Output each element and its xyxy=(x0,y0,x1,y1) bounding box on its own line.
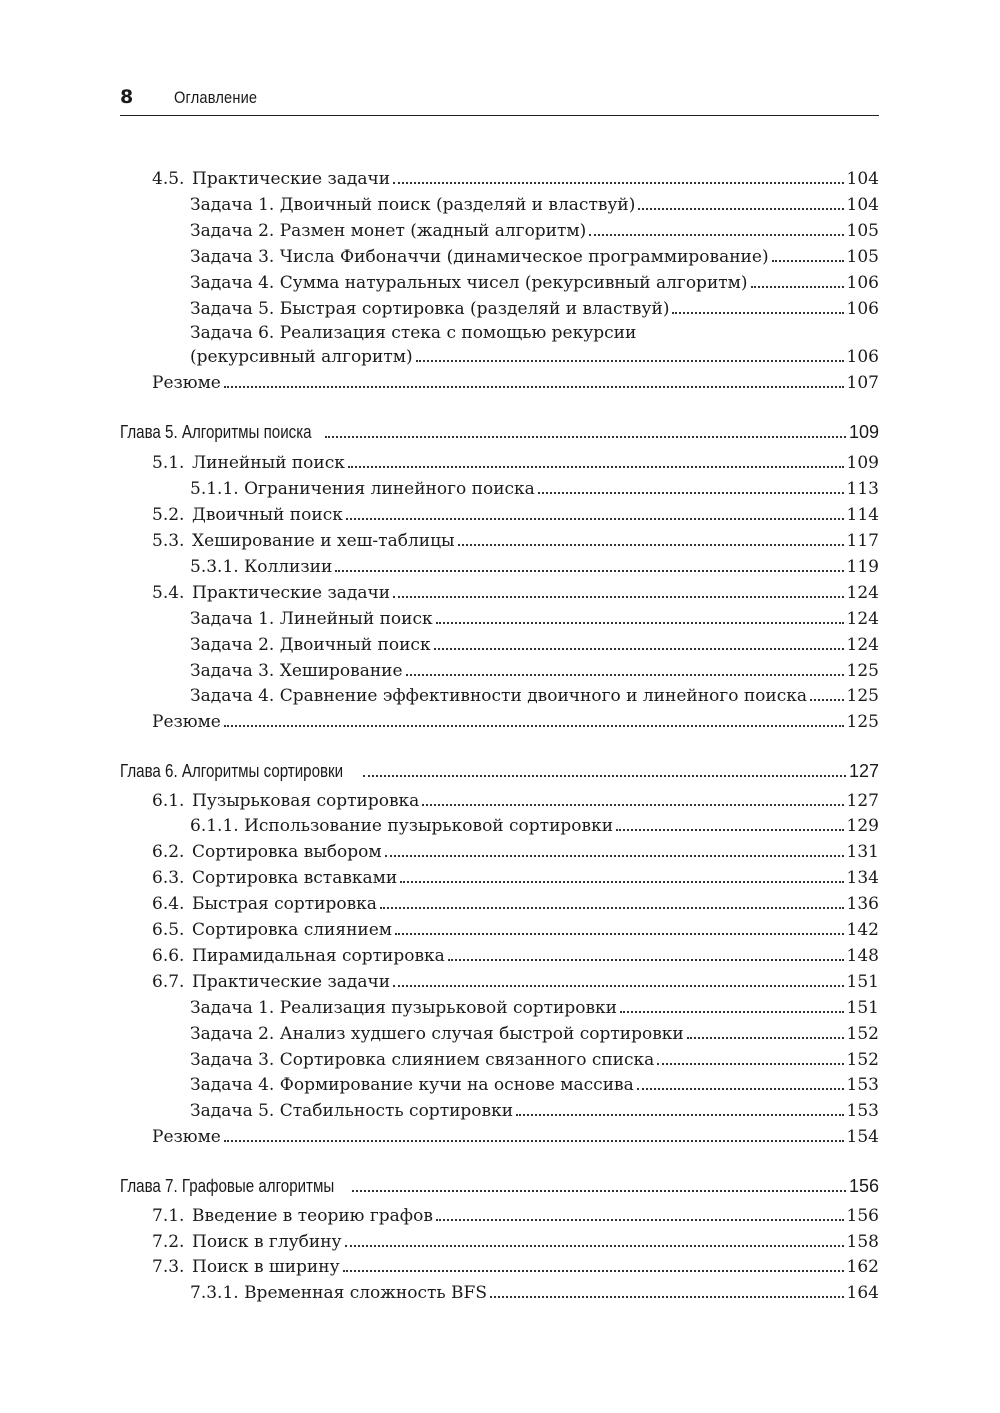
toc-entry[interactable] xyxy=(152,891,879,917)
toc-entry-number: 4.5. xyxy=(152,169,185,189)
toc-entry-title: Хеширование и хеш-таблицы xyxy=(192,531,455,551)
toc-entry-title: Задача 4. Сумма натуральных чисел (рекурсивный алгоритм) xyxy=(190,273,748,293)
toc-entry[interactable] xyxy=(190,476,879,502)
toc-chapter-entry[interactable] xyxy=(120,419,879,445)
toc-entry-page: 124 xyxy=(846,635,879,655)
toc-entry-title: Глава 6. Алгоритмы сортировки xyxy=(120,761,344,781)
toc-entry-title: Практические задачи xyxy=(192,169,391,189)
toc-entry-title: Задача 2. Анализ худшего случая быстрой сортировки xyxy=(190,1024,684,1044)
toc-entry[interactable] xyxy=(190,218,879,244)
toc-entry-number: 6.6. xyxy=(152,946,185,966)
dot-leader xyxy=(657,1063,843,1065)
dot-leader xyxy=(224,1140,844,1142)
toc-entry[interactable] xyxy=(152,943,879,969)
toc-entry-page: 156 xyxy=(848,1176,879,1196)
dot-leader xyxy=(490,1296,844,1298)
toc-entry-page: 113 xyxy=(846,479,879,499)
toc-entry-title: Линейный поиск xyxy=(192,453,345,473)
toc-entry[interactable] xyxy=(190,813,879,839)
toc-entry-page: 127 xyxy=(846,791,879,811)
toc-entry-page: 162 xyxy=(846,1257,879,1277)
dot-leader xyxy=(772,260,844,262)
toc-entry-number: 7.3. xyxy=(152,1257,185,1277)
dot-leader xyxy=(348,466,844,468)
toc-entry[interactable] xyxy=(152,166,879,192)
dot-leader xyxy=(422,804,843,806)
dot-leader xyxy=(224,725,844,727)
toc-entry-title: Двоичный поиск xyxy=(192,505,343,525)
dot-leader xyxy=(343,1270,844,1272)
toc-entry-number: 7.2. xyxy=(152,1232,185,1252)
toc-entry[interactable] xyxy=(152,528,879,554)
dot-leader xyxy=(395,933,844,935)
dot-leader xyxy=(352,1190,846,1192)
toc-entry[interactable] xyxy=(152,502,879,528)
dot-leader xyxy=(393,985,844,987)
dot-leader xyxy=(434,648,844,650)
dot-leader xyxy=(224,386,844,388)
toc-entry[interactable] xyxy=(190,344,879,370)
dot-leader xyxy=(589,234,843,236)
toc-entry-page: 109 xyxy=(846,453,879,473)
toc-entry-page: 153 xyxy=(846,1075,879,1095)
toc-entry-page: 151 xyxy=(846,972,879,992)
toc-entry-title: Глава 5. Алгоритмы поиска xyxy=(120,422,312,442)
toc-entry-title: Сортировка выбором xyxy=(192,842,382,862)
dot-leader xyxy=(458,544,844,546)
toc-entry[interactable] xyxy=(152,1124,879,1150)
dot-leader xyxy=(637,1088,844,1090)
toc-entry-page: 151 xyxy=(846,998,879,1018)
dot-leader xyxy=(616,829,843,831)
running-title: Оглавление xyxy=(174,88,258,107)
toc-entry[interactable] xyxy=(190,192,879,218)
toc-entry-page: 125 xyxy=(846,686,879,706)
toc-entry-number: 5.4. xyxy=(152,583,185,603)
toc-entry-page: 106 xyxy=(846,273,879,293)
toc-entry-title: Пирамидальная сортировка xyxy=(192,946,445,966)
toc-entry-title: Резюме xyxy=(152,373,221,393)
dot-leader xyxy=(385,855,844,857)
toc-entry-title: Задача 3. Числа Фибоначчи (динамическое программирование) xyxy=(190,247,769,267)
toc-entry-title: 5.3.1. Коллизии xyxy=(190,557,333,577)
toc-entry[interactable] xyxy=(190,270,879,296)
toc-entry-title: Задача 1. Линейный поиск xyxy=(190,609,433,629)
toc-entry-title: Сортировка вставками xyxy=(192,868,398,888)
toc-entry-title: Глава 7. Графовые алгоритмы xyxy=(120,1176,335,1196)
toc-entry[interactable] xyxy=(190,244,879,270)
toc-entry-number: 7.1. xyxy=(152,1206,185,1226)
toc-entry-title: Задача 2. Размен монет (жадный алгоритм) xyxy=(190,221,587,241)
toc-entry-number: 6.7. xyxy=(152,972,185,992)
toc-entry-title: Резюме xyxy=(152,712,221,732)
toc-entry-number: 6.1. xyxy=(152,791,185,811)
toc-entry-title: 7.3.1. Временная сложность BFS xyxy=(190,1283,487,1303)
toc-entry[interactable] xyxy=(190,1021,879,1047)
toc-entry-page: 152 xyxy=(846,1050,879,1070)
toc-entry-number: 6.2. xyxy=(152,842,185,862)
toc-chapter-entry[interactable] xyxy=(120,1173,879,1199)
toc-entry-page: 156 xyxy=(846,1206,879,1226)
dot-leader xyxy=(436,622,844,624)
toc-entry-title: Задача 5. Быстрая сортировка (разделяй и властвуй) xyxy=(190,299,670,319)
toc-entry[interactable] xyxy=(152,839,879,865)
toc-entry-title: 5.1.1. Ограничения линейного поиска xyxy=(190,479,535,499)
toc-entry-title: Задача 3. Хеширование xyxy=(190,661,403,681)
toc-entry-title: Задача 5. Стабильность сортировки xyxy=(190,1101,514,1121)
dot-leader xyxy=(380,907,844,909)
toc-entry[interactable] xyxy=(152,865,879,891)
dot-leader xyxy=(345,1245,844,1247)
toc-entry-title: Практические задачи xyxy=(192,583,391,603)
toc-entry[interactable] xyxy=(152,1254,879,1280)
toc-entry-page: 131 xyxy=(846,842,879,862)
toc-entry-page: 164 xyxy=(846,1283,879,1303)
dot-leader xyxy=(751,286,844,288)
toc-entry-page: 142 xyxy=(846,920,879,940)
toc-entry-page: 152 xyxy=(846,1024,879,1044)
toc-entry-number: 5.3. xyxy=(152,531,185,551)
toc-entry-page: 106 xyxy=(846,347,879,367)
toc-entry-page: 117 xyxy=(846,531,879,551)
dot-leader xyxy=(416,360,844,362)
toc-entry[interactable] xyxy=(152,1229,879,1255)
dot-leader xyxy=(363,775,846,777)
toc-entry-page: 148 xyxy=(846,946,879,966)
toc-entry[interactable] xyxy=(152,709,879,735)
toc-entry[interactable] xyxy=(152,1203,879,1229)
toc-entry[interactable] xyxy=(190,554,879,580)
toc-chapter-entry[interactable] xyxy=(120,758,879,784)
toc-entry-page: 105 xyxy=(846,247,879,267)
dot-leader xyxy=(516,1114,843,1116)
toc-entry[interactable] xyxy=(190,632,879,658)
toc-entry-title: Задача 2. Двоичный поиск xyxy=(190,635,431,655)
toc-entry-page: 105 xyxy=(846,221,879,241)
toc-entry-page: 104 xyxy=(846,195,879,215)
toc-entry-title: Сортировка слиянием xyxy=(192,920,393,940)
dot-leader xyxy=(406,674,844,676)
toc-entry[interactable] xyxy=(152,580,879,606)
toc-entry-title-line1: Задача 6. Реализация стека с помощью рекурсии xyxy=(190,323,637,343)
toc-entry[interactable] xyxy=(190,658,879,684)
toc-entry[interactable] xyxy=(152,917,879,943)
dot-leader xyxy=(346,518,844,520)
toc-entry[interactable] xyxy=(190,1280,879,1306)
toc-entry[interactable] xyxy=(152,969,879,995)
toc-entry[interactable] xyxy=(190,1098,879,1124)
toc-entry[interactable] xyxy=(190,296,879,322)
dot-leader xyxy=(687,1037,844,1039)
toc-entry[interactable] xyxy=(190,683,879,709)
toc-entry-number: 5.1. xyxy=(152,453,185,473)
toc-entry-page: 106 xyxy=(846,299,879,319)
dot-leader xyxy=(638,208,843,210)
dot-leader xyxy=(400,881,843,883)
toc-entry-title: Поиск в ширину xyxy=(192,1257,340,1277)
toc-entry-title: Задача 4. Сравнение эффективности двоичного и линейного поиска xyxy=(190,686,808,706)
toc-entry-page: 107 xyxy=(846,373,879,393)
dot-leader xyxy=(810,699,844,701)
dot-leader xyxy=(538,492,844,494)
toc-entry-page: 129 xyxy=(846,816,879,836)
page-number: 8 xyxy=(120,86,134,108)
toc-entry-page: 124 xyxy=(846,609,879,629)
toc-entry-number: 6.4. xyxy=(152,894,185,914)
toc-entry-title: Практические задачи xyxy=(192,972,391,992)
toc-entry-page: 104 xyxy=(846,169,879,189)
toc-entry-title: Поиск в глубину xyxy=(192,1232,342,1252)
toc-entry-page: 125 xyxy=(846,712,879,732)
dot-leader xyxy=(448,959,844,961)
toc-entry-title: (рекурсивный алгоритм) xyxy=(190,347,413,367)
dot-leader xyxy=(436,1219,844,1221)
toc-entry-title: Задача 1. Двоичный поиск (разделяй и властвуй) xyxy=(190,195,636,215)
toc-entry-title: Введение в теорию графов xyxy=(192,1206,433,1226)
toc-entry-page: 136 xyxy=(846,894,879,914)
toc-entry-title: Задача 1. Реализация пузырьковой сортировки xyxy=(190,998,617,1018)
toc-entry-page: 153 xyxy=(846,1101,879,1121)
dot-leader xyxy=(672,312,843,314)
dot-leader xyxy=(325,436,846,438)
dot-leader xyxy=(335,570,843,572)
toc-entry-page: 127 xyxy=(848,761,879,781)
toc-entry-page: 154 xyxy=(846,1127,879,1147)
toc-entry-title: Резюме xyxy=(152,1127,221,1147)
toc-entry-number: 5.2. xyxy=(152,505,185,525)
toc-entry[interactable] xyxy=(190,1047,879,1073)
toc-entry-number: 6.5. xyxy=(152,920,185,940)
toc-entry-page: 134 xyxy=(846,868,879,888)
toc-entry-page: 124 xyxy=(846,583,879,603)
dot-leader xyxy=(620,1011,844,1013)
toc-entry-title: Задача 4. Формирование кучи на основе массива xyxy=(190,1075,634,1095)
dot-leader xyxy=(393,182,844,184)
toc-entry-page: 125 xyxy=(846,661,879,681)
toc-entry[interactable] xyxy=(190,995,879,1021)
toc-entry-page: 114 xyxy=(846,505,879,525)
toc-entry-title: Быстрая сортировка xyxy=(192,894,377,914)
toc-entry-page: 109 xyxy=(848,422,879,442)
toc-entry-title: Пузырьковая сортировка xyxy=(192,791,420,811)
toc-entry-title: 6.1.1. Использование пузырьковой сортировки xyxy=(190,816,614,836)
dot-leader xyxy=(393,596,844,598)
toc-entry-page: 158 xyxy=(846,1232,879,1252)
toc-entry[interactable] xyxy=(152,788,879,814)
toc-entry-number: 6.3. xyxy=(152,868,185,888)
toc-entry[interactable] xyxy=(152,450,879,476)
toc-entry-title: Задача 3. Сортировка слиянием связанного списка xyxy=(190,1050,655,1070)
toc-entry[interactable] xyxy=(190,1072,879,1098)
toc-entry[interactable] xyxy=(190,606,879,632)
toc-entry-page: 119 xyxy=(846,557,879,577)
toc-entry[interactable] xyxy=(152,370,879,396)
